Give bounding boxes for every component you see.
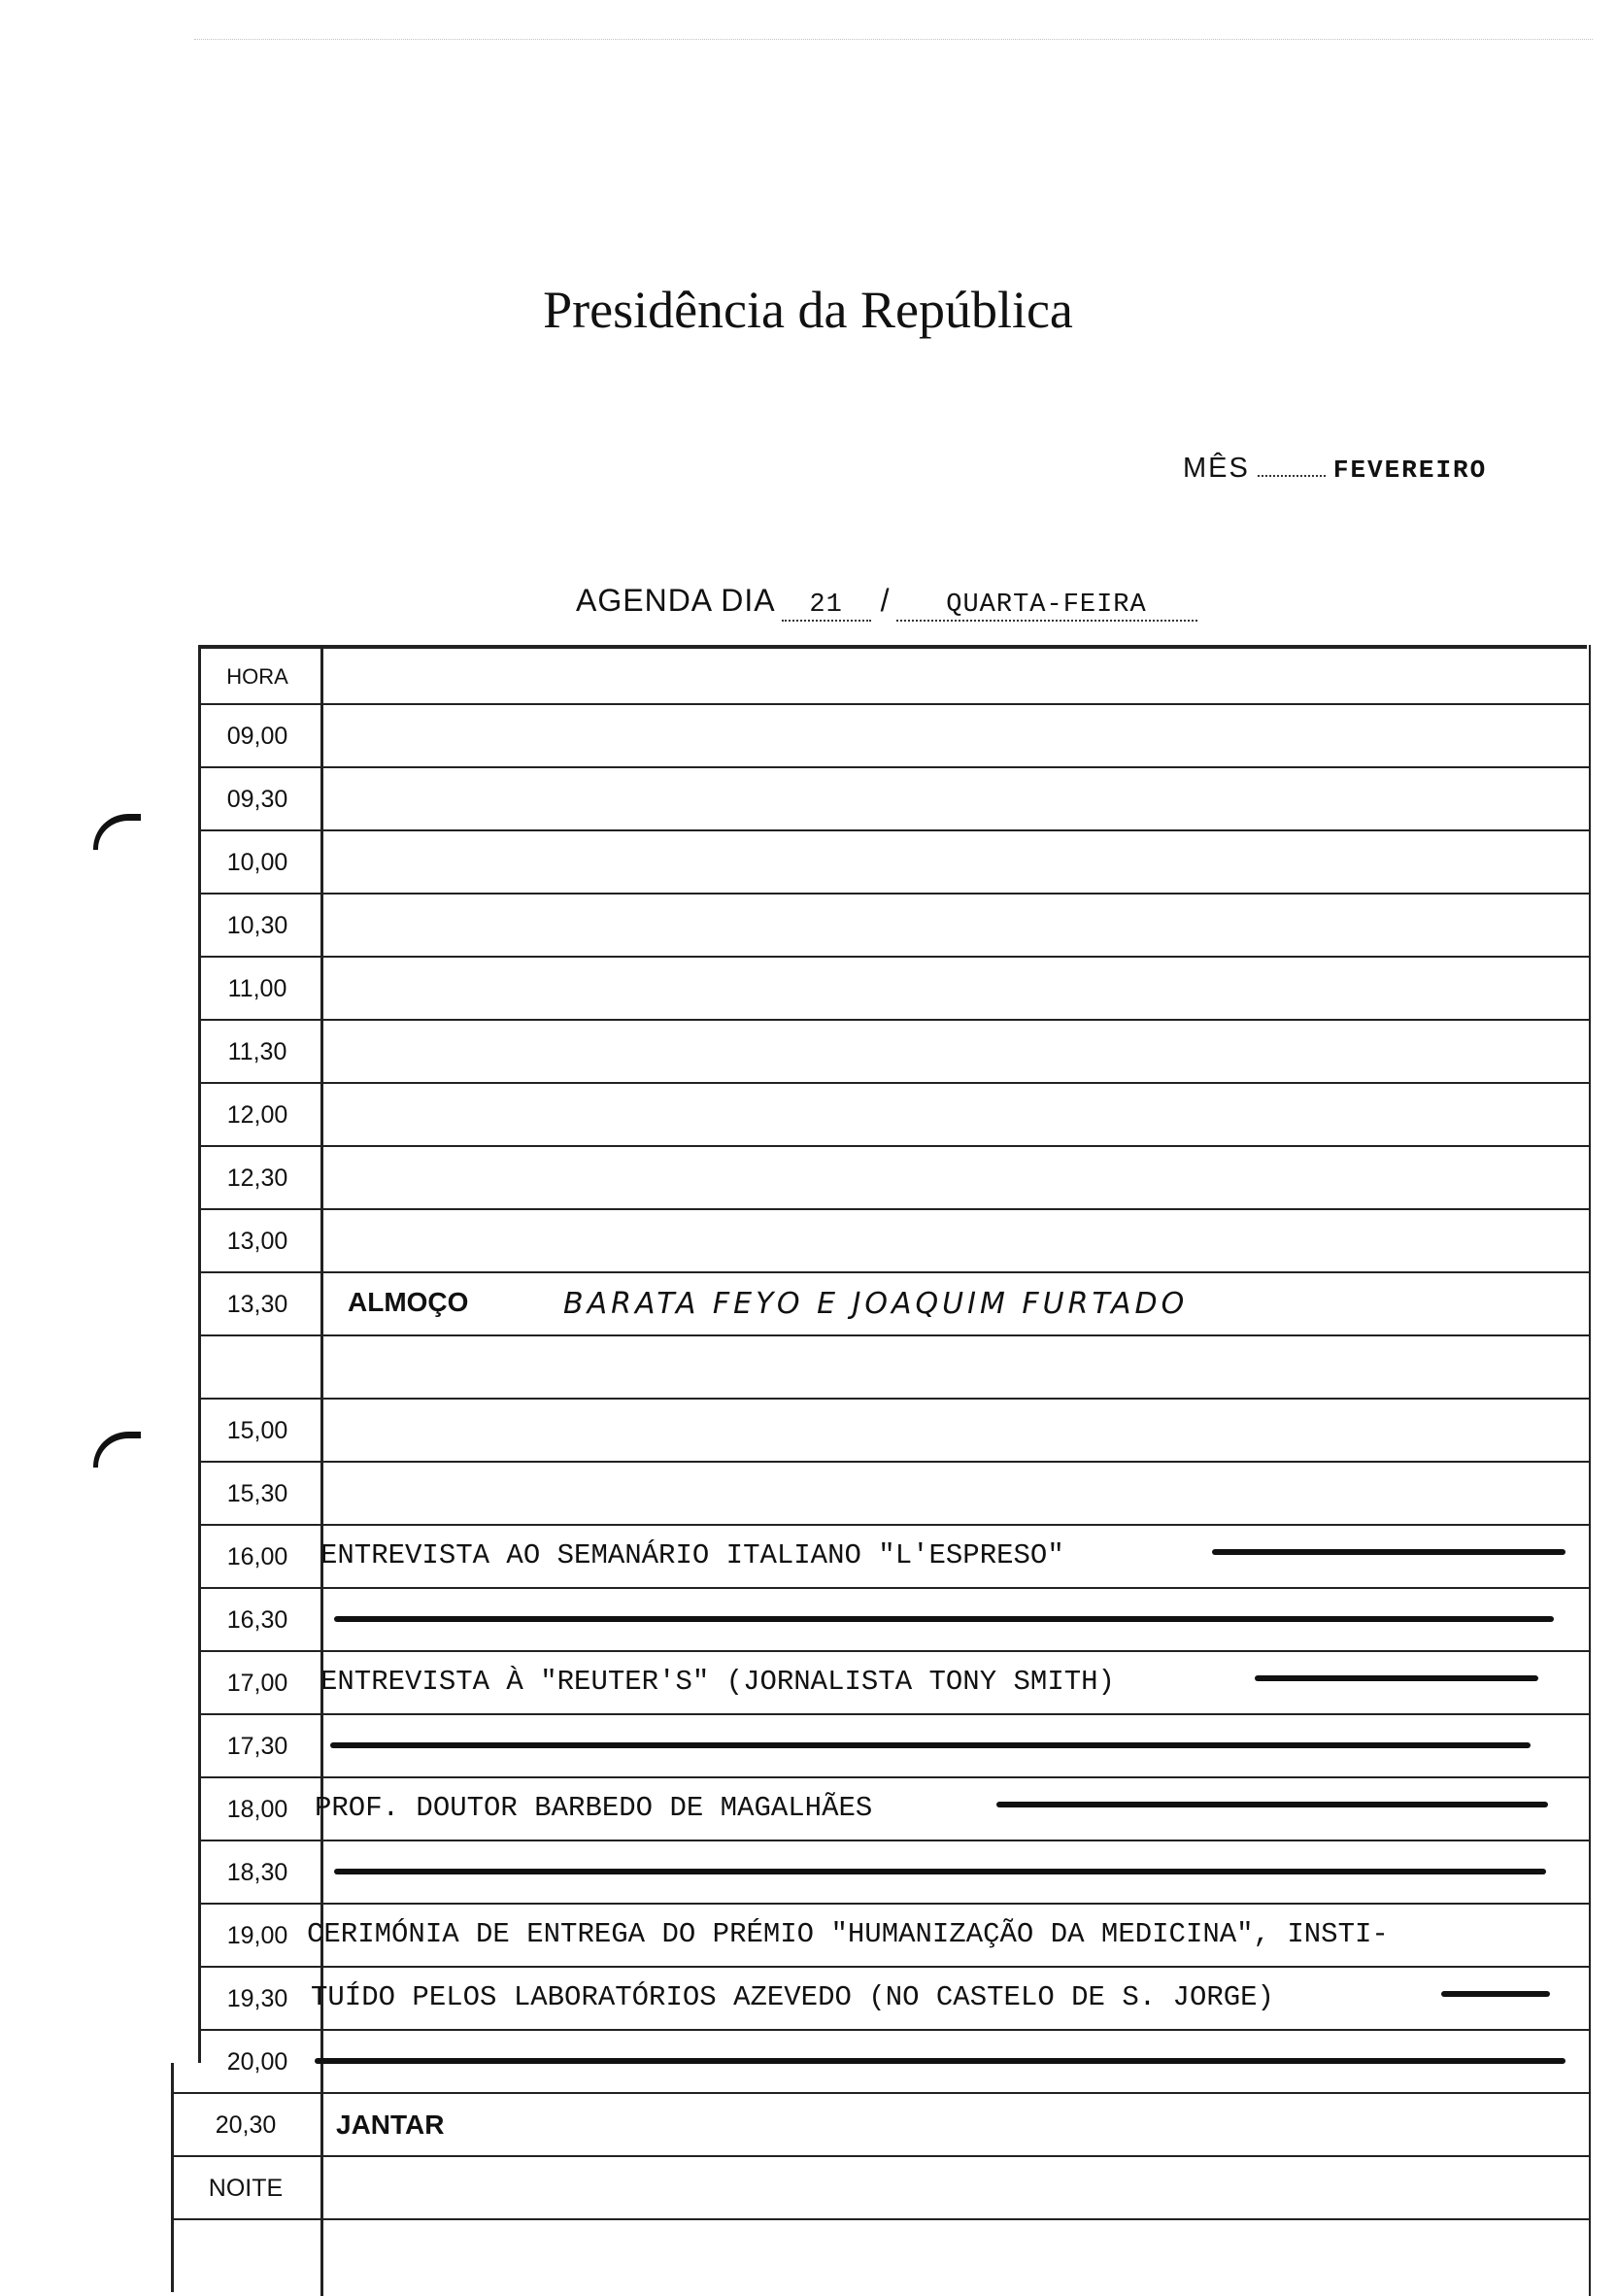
fill-line (334, 1616, 1554, 1622)
agenda-entry: CERIMÓNIA DE ENTREGA DO PRÉMIO "HUMANIZAÇÃO DA MEDICINA", INSTI- (307, 1918, 1389, 1950)
agenda-entry: JANTAR (336, 2110, 445, 2140)
hour-cell: 19,30 (226, 1985, 288, 2012)
hour-cell: 20,30 (215, 2111, 277, 2139)
hour-header: HORA (226, 664, 288, 689)
row-divider (198, 2029, 1589, 2031)
hour-cell: 16,00 (226, 1543, 288, 1570)
agenda-label: AGENDA DIA (576, 583, 776, 618)
hour-cell: 15,30 (226, 1480, 288, 1507)
row-divider (198, 1903, 1589, 1905)
hour-cell: 10,00 (226, 849, 288, 876)
agenda-entry: ALMOÇO (348, 1287, 469, 1317)
row-divider (198, 703, 1589, 705)
row-divider (198, 1840, 1589, 1841)
hour-cell: NOITE (208, 2175, 284, 2202)
hour-cell: 11,00 (227, 975, 287, 1002)
table-top-border (198, 645, 1587, 649)
row-divider (198, 956, 1589, 958)
row-divider (198, 766, 1589, 768)
row-divider (198, 1650, 1589, 1652)
row-divider (198, 1713, 1589, 1715)
agenda-entry: ENTREVISTA À "REUTER'S" (JORNALISTA TONY SMITH) (320, 1666, 1115, 1698)
row-divider (198, 1145, 1589, 1147)
hour-cell: 10,30 (226, 912, 288, 939)
hour-cell: 13,30 (226, 1291, 288, 1318)
weekday-value: QUARTA-FEIRA (896, 591, 1197, 622)
row-divider (171, 2155, 1589, 2157)
fill-line (330, 1742, 1531, 1748)
row-divider (198, 1082, 1589, 1084)
agenda-entry: TUÍDO PELOS LABORATÓRIOS AZEVEDO (NO CASTELO DE S. JORGE) (311, 1981, 1274, 2013)
hour-cell: 09,30 (226, 786, 288, 813)
row-divider (198, 1208, 1589, 1210)
hour-cell: 09,00 (226, 723, 288, 750)
hour-cell: 12,30 (226, 1165, 288, 1192)
hour-cell: 18,30 (226, 1859, 288, 1886)
table-bottom-border (171, 2218, 1589, 2220)
table-left-border-lower (171, 2063, 174, 2292)
day-value: 21 (782, 591, 871, 622)
fill-line (1255, 1675, 1538, 1681)
row-divider (171, 2092, 1589, 2094)
hour-cell: 16,30 (226, 1606, 288, 1634)
hour-cell: 17,30 (226, 1733, 288, 1760)
hour-cell: 19,00 (226, 1922, 288, 1949)
row-divider (198, 1334, 1589, 1336)
hour-cell: 18,00 (226, 1796, 288, 1823)
row-divider (198, 1587, 1589, 1589)
agenda-entry: ENTREVISTA AO SEMANÁRIO ITALIANO "L'ESPRESO" (320, 1539, 1064, 1571)
agenda-entry: PROF. DOUTOR BARBEDO DE MAGALHÃES (315, 1792, 873, 1824)
row-divider (198, 1019, 1589, 1021)
row-divider (198, 1271, 1589, 1273)
fill-line (334, 1869, 1546, 1874)
date-separator: / (880, 583, 891, 618)
fill-line (1441, 1991, 1550, 1997)
hour-cell: 11,30 (227, 1038, 287, 1065)
month-label: MÊS (1183, 453, 1250, 484)
row-divider (198, 1461, 1589, 1463)
table-right-border (1589, 645, 1591, 2296)
fill-line (315, 2058, 1566, 2064)
page-title: Presidência da República (543, 281, 1073, 339)
hour-cell: 20,00 (226, 2048, 288, 2076)
row-divider (198, 1524, 1589, 1526)
hour-cell: 15,00 (226, 1417, 288, 1444)
hour-cell: 13,00 (226, 1228, 288, 1255)
row-divider (198, 1398, 1589, 1400)
fill-line (1212, 1549, 1566, 1555)
row-divider (198, 829, 1589, 831)
row-divider (198, 893, 1589, 895)
hour-cell: 12,00 (226, 1101, 288, 1129)
hour-cell: 17,00 (226, 1670, 288, 1697)
row-divider (198, 1776, 1589, 1778)
month-value: FEVEREIRO (1332, 456, 1488, 485)
fill-line (996, 1802, 1548, 1807)
handwritten-note: BARATA FEYO E JOAQUIM FURTADO (563, 1287, 1189, 1321)
row-divider (198, 1966, 1589, 1968)
